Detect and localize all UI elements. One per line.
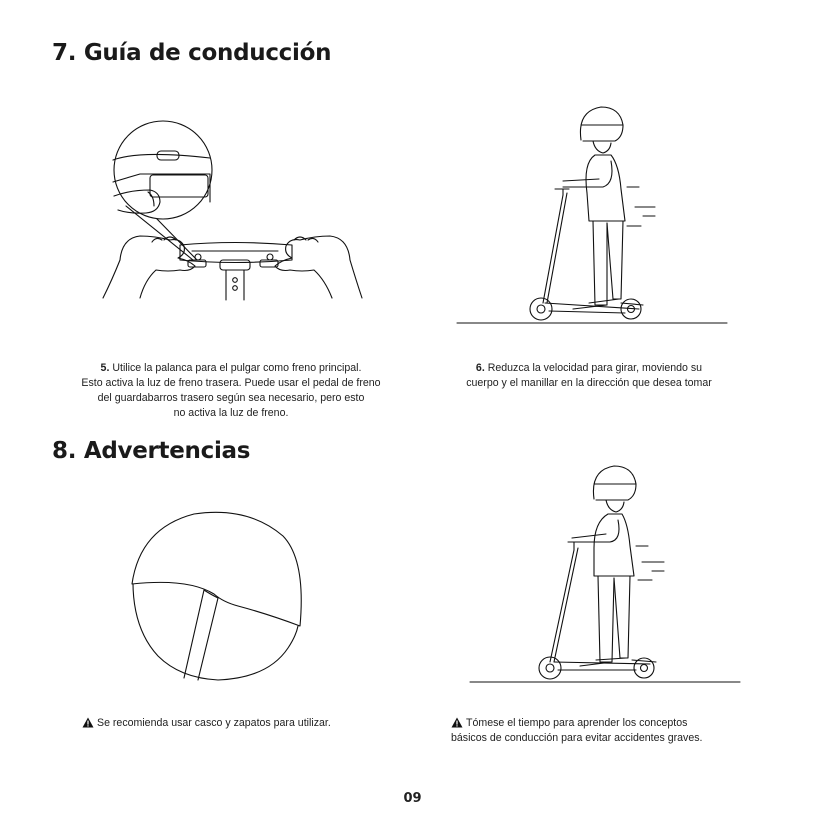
step-5-line-3: del guardabarros trasero según sea necesario, pero esto	[97, 392, 365, 404]
step-6-line-1: Reduzca la velocidad para girar, moviendo su	[487, 362, 703, 374]
thumb-brake-illustration	[100, 120, 370, 305]
step-6-caption	[430, 361, 748, 391]
section-title-driving-guide: 7. Guía de conducción	[52, 40, 332, 66]
section-title-warnings: 8. Advertencias	[52, 438, 251, 464]
warning-2-caption	[451, 716, 781, 746]
rider-warning-illustration	[468, 462, 743, 687]
page-number: 09	[403, 791, 422, 806]
step-5-line-2: Esto activa la luz de freno trasera. Puede usar el pedal de freno	[81, 377, 381, 389]
step-5-line-4: no activa la luz de freno.	[173, 407, 289, 419]
warning-triangle-icon	[82, 717, 94, 728]
step-5-line-1: Utilice la palanca para el pulgar como freno principal.	[112, 362, 362, 374]
step-5-caption	[48, 361, 414, 421]
step-6-line-2: cuerpo y el manillar en la dirección que desea tomar	[466, 377, 712, 389]
step-5-number: 5.	[100, 362, 110, 374]
warning-2-line-1: Tómese el tiempo para aprender los conceptos	[466, 717, 688, 729]
helmet-closeup-illustration	[128, 508, 308, 683]
warning-2-line-2: básicos de conducción para evitar accidentes graves.	[451, 732, 703, 744]
warning-triangle-icon	[451, 717, 463, 728]
rider-turning-illustration	[455, 103, 730, 328]
warning-1-line-1: Se recomienda usar casco y zapatos para utilizar.	[97, 717, 331, 729]
warning-1-caption	[82, 716, 412, 731]
step-6-number: 6.	[475, 362, 485, 374]
